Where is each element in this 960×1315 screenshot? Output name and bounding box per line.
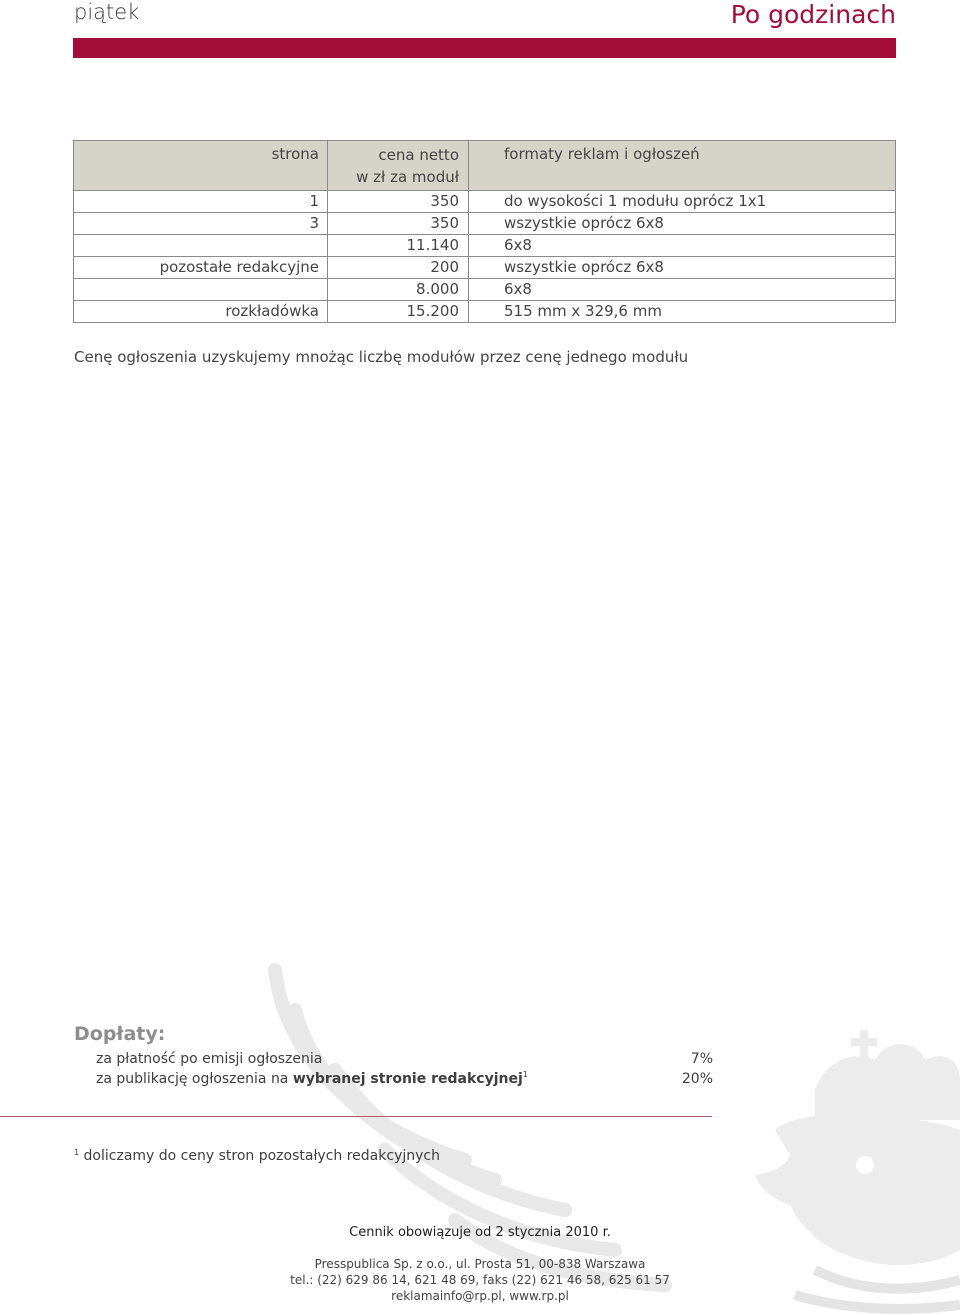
surcharge-value: 20%	[681, 1071, 713, 1087]
cell-formats: 6x8	[469, 235, 896, 257]
column-header-price	[328, 141, 469, 191]
surcharges-title: Dopłaty:	[74, 1023, 166, 1045]
cell-price: 11.140	[328, 235, 469, 257]
cell-price: 350	[328, 213, 469, 235]
cell-price: 200	[328, 257, 469, 279]
surcharge-value: 7%	[690, 1051, 713, 1067]
company-phones: tel.: (22) 629 86 14, 621 48 69, faks (22) 621 46 58, 625 61 57	[290, 1273, 670, 1287]
table-row	[74, 213, 896, 235]
footnote-text: doliczamy do ceny stron pozostałych redakcyjnych	[83, 1148, 440, 1164]
footnote	[74, 1148, 440, 1164]
divider	[0, 1116, 712, 1117]
cell-price: 8.000	[328, 279, 469, 301]
column-header-formats: formaty reklam i ogłoszeń	[469, 141, 896, 191]
cell-formats: wszystkie oprócz 6x8	[469, 257, 896, 279]
table-row	[74, 191, 896, 213]
table-row	[74, 301, 896, 323]
cell-formats: wszystkie oprócz 6x8	[469, 213, 896, 235]
header-accent-bar	[73, 38, 896, 58]
surcharge-row	[96, 1051, 713, 1067]
cell-page: 1	[74, 191, 328, 213]
surcharge-row	[96, 1071, 713, 1087]
pricing-note: Cenę ogłoszenia uzyskujemy mnożąc liczbę modułów przez cenę jednego modułu	[74, 348, 689, 366]
cell-page	[74, 235, 328, 257]
cell-formats: 515 mm x 329,6 mm	[469, 301, 896, 323]
surcharge-label-prefix: za publikację ogłoszenia na	[96, 1071, 293, 1087]
cell-formats: do wysokości 1 modułu oprócz 1x1	[469, 191, 896, 213]
price-table	[73, 140, 896, 323]
company-address: Presspublica Sp. z o.o., ul. Prosta 51, 00-838 Warszawa	[314, 1257, 646, 1271]
column-header-page: strona	[74, 141, 328, 191]
cell-price: 350	[328, 191, 469, 213]
table-header-row	[74, 141, 896, 191]
cell-page: 3	[74, 213, 328, 235]
table-row	[74, 279, 896, 301]
section-title: Po godzinach	[730, 0, 896, 29]
cell-page: pozostałe redakcyjne	[74, 257, 328, 279]
company-web: reklamainfo@rp.pl, www.rp.pl	[391, 1289, 569, 1303]
surcharge-label: za płatność po emisji ogłoszenia	[96, 1051, 323, 1067]
cell-formats: 6x8	[469, 279, 896, 301]
cell-page: rozkładówka	[74, 301, 328, 323]
cell-page	[74, 279, 328, 301]
cell-price: 15.200	[328, 301, 469, 323]
surcharge-label-bold: wybranej stronie redakcyjnej	[292, 1071, 523, 1087]
column-header-price-line2: w zł za moduł	[356, 168, 459, 186]
footnote-marker: 1	[74, 1148, 80, 1157]
column-header-price-line1: cena netto	[378, 146, 459, 164]
table-row	[74, 235, 896, 257]
validity-notice: Cennik obowiązuje od 2 stycznia 2010 r.	[349, 1225, 611, 1240]
page-day-label: piątek	[74, 0, 140, 24]
footnote-marker: 1	[522, 1070, 528, 1079]
table-row	[74, 257, 896, 279]
